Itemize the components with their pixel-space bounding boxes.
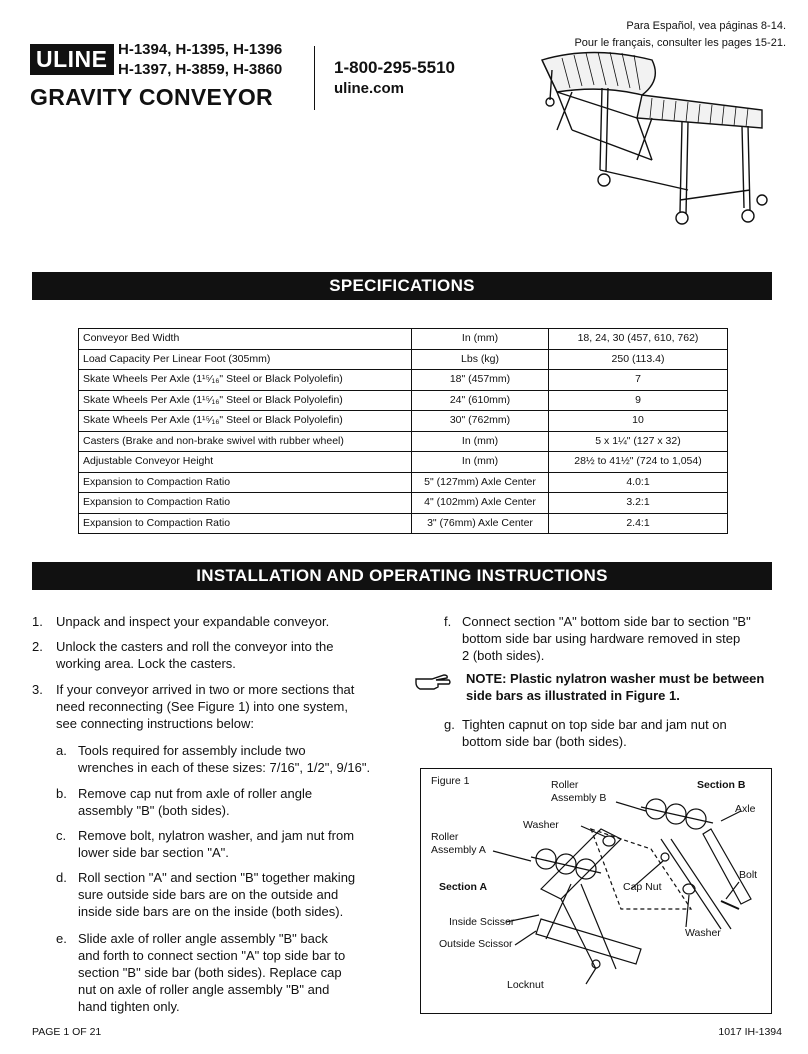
label-washer-top: Washer — [523, 819, 559, 831]
specifications-table — [78, 328, 728, 534]
spec-label: Skate Wheels Per Axle (1¹⁵⁄₁₆" Steel or Black Polyolefin) — [79, 411, 412, 432]
label-inside-scissor: Inside Scissor — [449, 916, 515, 928]
spec-value: 3.2:1 — [549, 493, 728, 514]
models-line-1: H-1394, H-1395, H-1396 — [118, 41, 283, 58]
spec-value: 250 (113.4) — [549, 349, 728, 370]
spec-value: 4.0:1 — [549, 472, 728, 493]
label-outside-scissor: Outside Scissor — [439, 938, 513, 950]
spec-row — [79, 493, 728, 514]
model-numbers — [118, 40, 282, 80]
page-number: PAGE 1 OF 21 — [32, 1026, 102, 1038]
figure-title: Figure 1 — [431, 775, 470, 787]
spec-value: 9 — [549, 390, 728, 411]
models-line-2: H-1397, H-3859, H-3860 — [118, 61, 283, 78]
label-roller-assembly-b: Roller Assembly B — [551, 779, 607, 804]
spec-unit: 18" (457mm) — [412, 370, 549, 391]
spec-value: 2.4:1 — [549, 513, 728, 534]
pointing-hand-icon — [414, 671, 452, 693]
header-divider — [314, 46, 315, 110]
spec-label: Conveyor Bed Width — [79, 329, 412, 350]
spec-row — [79, 513, 728, 534]
label-washer-bottom: Washer — [685, 927, 721, 939]
spec-label: Load Capacity Per Linear Foot (305mm) — [79, 349, 412, 370]
spec-value: 28½ to 41½" (724 to 1,054) — [549, 452, 728, 473]
spec-unit: Lbs (kg) — [412, 349, 549, 370]
conveyor-illustration — [512, 40, 780, 230]
spec-unit: 4" (102mm) Axle Center — [412, 493, 549, 514]
figure-1 — [420, 768, 772, 1014]
spec-row — [79, 370, 728, 391]
spec-row — [79, 472, 728, 493]
spec-unit: 3" (76mm) Axle Center — [412, 513, 549, 534]
spec-label: Casters (Brake and non-brake swivel with rubber wheel) — [79, 431, 412, 452]
spec-value: 5 x 1¼" (127 x 32) — [549, 431, 728, 452]
label-bolt: Bolt — [739, 869, 758, 881]
spec-row — [79, 329, 728, 350]
spec-row — [79, 411, 728, 432]
specifications-heading: SPECIFICATIONS — [32, 272, 772, 300]
spec-unit: 24" (610mm) — [412, 390, 549, 411]
spec-label: Expansion to Compaction Ratio — [79, 493, 412, 514]
label-section-b: Section B — [697, 779, 746, 791]
spec-label: Expansion to Compaction Ratio — [79, 472, 412, 493]
spec-label: Adjustable Conveyor Height — [79, 452, 412, 473]
label-section-a: Section A — [439, 881, 488, 893]
nylatron-note: NOTE: Plastic nylatron washer must be between side bars as illustrated in Figure 1. — [466, 671, 765, 703]
spec-unit: 5" (127mm) Axle Center — [412, 472, 549, 493]
label-cap-nut: Cap Nut — [623, 881, 662, 893]
spec-unit: In (mm) — [412, 431, 549, 452]
spec-label: Expansion to Compaction Ratio — [79, 513, 412, 534]
spec-value: 18, 24, 30 (457, 610, 762) — [549, 329, 728, 350]
label-axle: Axle — [735, 803, 756, 815]
document-title: GRAVITY CONVEYOR — [30, 84, 273, 110]
label-roller-assembly-a: Roller Assembly A — [431, 831, 486, 856]
spec-row — [79, 452, 728, 473]
instructions-heading: INSTALLATION AND OPERATING INSTRUCTIONS — [32, 562, 772, 590]
website: uline.com — [334, 80, 405, 97]
spec-row — [79, 431, 728, 452]
spec-unit: In (mm) — [412, 329, 549, 350]
spec-unit: 30" (762mm) — [412, 411, 549, 432]
label-locknut: Locknut — [507, 979, 544, 991]
spec-label: Skate Wheels Per Axle (1¹⁵⁄₁₆" Steel or Black Polyolefin) — [79, 390, 412, 411]
spec-value: 10 — [549, 411, 728, 432]
spec-label: Skate Wheels Per Axle (1¹⁵⁄₁₆" Steel or Black Polyolefin) — [79, 370, 412, 391]
document-code: 1017 IH-1394 — [718, 1026, 782, 1038]
spanish-note: Para Español, vea páginas 8-14. — [626, 20, 786, 32]
phone-number: 1-800-295-5510 — [334, 58, 455, 77]
spec-value: 7 — [549, 370, 728, 391]
uline-logo: ULINE — [30, 44, 114, 75]
french-note: Pour le français, consulter les pages 15-21. — [574, 37, 786, 49]
spec-row — [79, 349, 728, 370]
spec-unit: In (mm) — [412, 452, 549, 473]
spec-row — [79, 390, 728, 411]
